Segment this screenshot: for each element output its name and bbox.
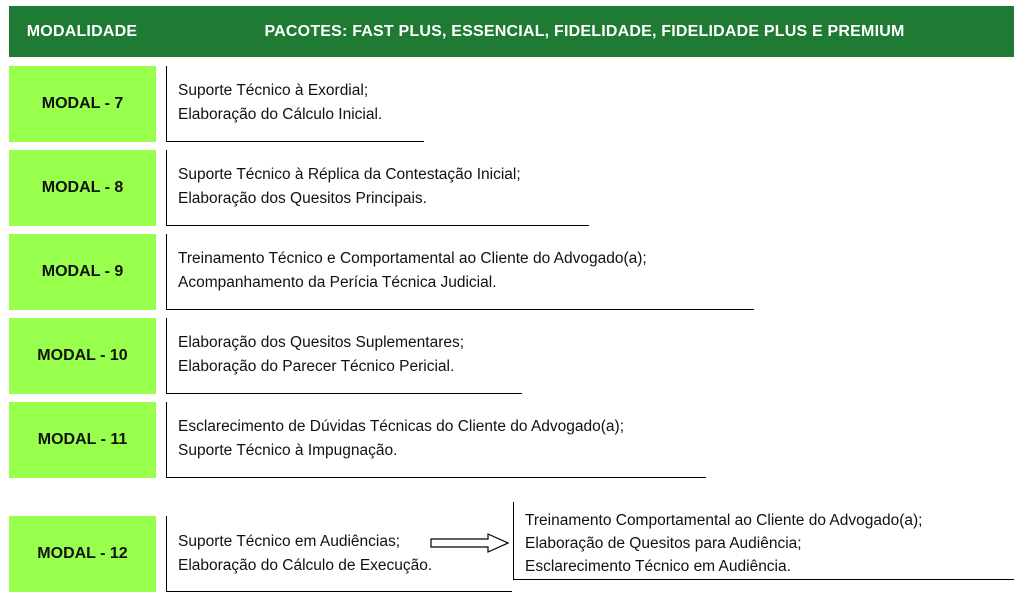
description-line: Elaboração dos Quesitos Principais.	[178, 190, 427, 207]
table-header	[9, 6, 1014, 57]
modal-label: MODAL - 9	[9, 234, 156, 310]
modal-label: MODAL - 7	[9, 66, 156, 142]
description-line: Treinamento Técnico e Comportamental ao Cliente do Advogado(a);	[178, 250, 647, 267]
modal-label: MODAL - 10	[9, 318, 156, 394]
description-line: Suporte Técnico em Audiências;	[178, 533, 401, 550]
description-line: Elaboração de Quesitos para Audiência;	[525, 535, 802, 552]
modal-description	[166, 66, 424, 142]
modal-label: MODAL - 8	[9, 150, 156, 226]
description-line: Elaboração do Cálculo de Execução.	[178, 557, 433, 574]
description-line: Elaboração do Parecer Técnico Pericial.	[178, 358, 455, 375]
header-modalidade: MODALIDADE	[26, 22, 138, 40]
description-line: Elaboração dos Quesitos Suplementares;	[178, 334, 465, 351]
modal-description	[166, 234, 754, 310]
modal-description	[166, 516, 512, 592]
description-line: Esclarecimento Técnico em Audiência.	[525, 558, 791, 575]
description-line: Acompanhamento da Perícia Técnica Judicial.	[178, 274, 497, 291]
description-line: Suporte Técnico à Impugnação.	[178, 442, 398, 459]
description-line: Esclarecimento de Dúvidas Técnicas do Cliente do Advogado(a);	[178, 418, 625, 435]
modal-description	[166, 318, 522, 394]
description-line: Suporte Técnico à Exordial;	[178, 82, 369, 99]
description-line: Elaboração do Cálculo Inicial.	[178, 106, 383, 123]
description-line: Treinamento Comportamental ao Cliente do Advogado(a);	[525, 512, 923, 529]
modal-description	[166, 150, 589, 226]
description-line: Suporte Técnico à Réplica da Contestação Inicial;	[178, 166, 521, 183]
right-arrow-icon	[430, 533, 510, 553]
modal-label: MODAL - 12	[9, 516, 156, 592]
modal-description	[166, 402, 706, 478]
modal-label: MODAL - 11	[9, 402, 156, 478]
header-pacotes: PACOTES: FAST PLUS, ESSENCIAL, FIDELIDADE, FIDELIDADE PLUS E PREMIUM	[264, 22, 905, 40]
modal-12-extra-description	[513, 502, 1014, 580]
